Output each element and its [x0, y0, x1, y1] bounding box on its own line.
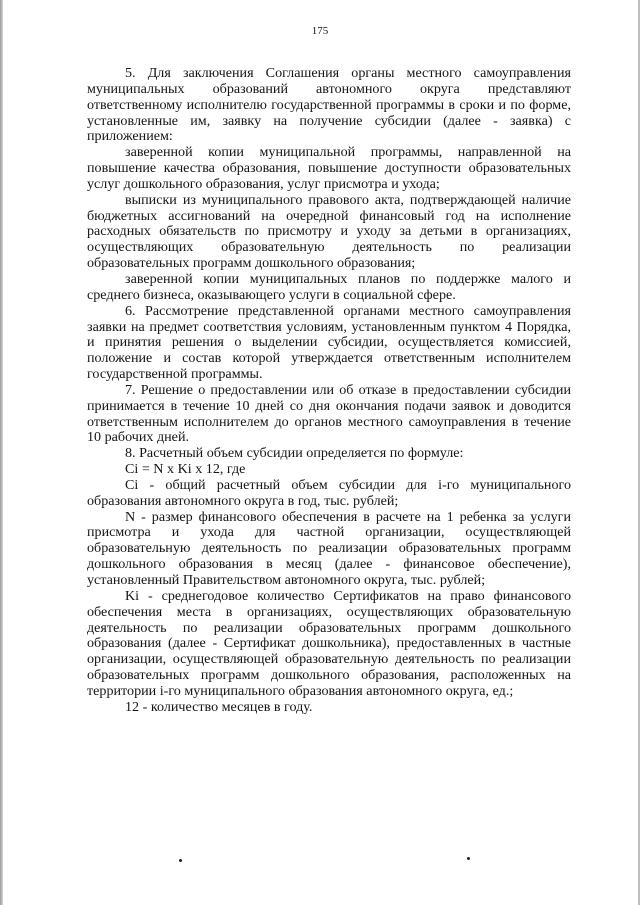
attachment-legal-act-extract: выписки из муниципального правового акта, подтверждающей наличие бюджетных ассигнований на очередной финансовый год на исполнение расходных обязательств по присмотру и уходу за детьми в организациях, осуществляющих образовательную деятельность по реализации образовательных программ дошкольного образования; [87, 191, 571, 272]
scan-mark-right [467, 857, 470, 860]
paragraph-8-calculation: 8. Расчетный объем субсидии определяется по формуле: [125, 445, 464, 462]
page-number: 175 [311, 25, 329, 37]
paragraph-5-application: 5. Для заключения Соглашения органы местного самоуправления муниципальных образований автономного округа представляют ответственному исполнителю государственной программы в сроки и по форме, установленные им, заявку на получение субсидии (далее - заявка) с приложением: [87, 65, 571, 145]
attachment-program-copy: заверенной копии муниципальной программы, направленной на повышение качества образования, повышение доступности образовательных услуг дошкольного образования, услуг присмотра и ухода; [87, 144, 571, 192]
scan-edge-left [0, 0, 3, 905]
document-body [87, 66, 571, 716]
definition-ki: Ki - среднегодовое количество Сертификатов на право финансового обеспечения места в организациях, осуществляющих образовательную деятельность по реализации образовательных программ дошкольного образования (далее - Сертификат дошкольника), предоставленных в частные организации, осуществляющей образовательную деятельность по реализации образовательных программ дошкольного образования, расположенных на территории i-го муниципального образования автономного округа, ед.; [87, 587, 571, 699]
paragraph-6-review: 6. Рассмотрение представленной органами местного самоуправления заявки на предмет соответствия условиям, установленным пунктом 4 Порядка, и принятия решения о выделении субсидии, осуществляется комиссией, положение и состав которой утверждается ответственным исполнителем государственной программы. [87, 302, 571, 383]
attachment-business-plans: заверенной копии муниципальных планов по поддержке малого и среднего бизнеса, оказывающего услуги в социальной сфере. [87, 270, 571, 303]
formula: Ci = N x Ki x 12, где [125, 461, 246, 478]
definition-ci: Ci - общий расчетный объем субсидии для i-го муниципального образования автономного округа в год, тыс. рублей; [87, 476, 571, 509]
paragraph-7-decision: 7. Решение о предоставлении или об отказе в предоставлении субсидии принимается в течение 10 дней со дня окончания подачи заявок и доводится ответственным исполнителем до органов местного самоуправления в течение 10 рабочих дней. [87, 381, 571, 446]
definition-12: 12 - количество месяцев в году. [125, 698, 313, 715]
definition-n: N - размер финансового обеспечения в расчете на 1 ребенка за услуги присмотра и ухода для частной организации, осуществляющей образовательную деятельность по реализации образовательных программ дошкольного образования в месяц (далее - финансовое обеспечение), установленный Правительством автономного округа, тыс. рублей; [87, 508, 571, 588]
scan-mark-left [179, 859, 182, 862]
